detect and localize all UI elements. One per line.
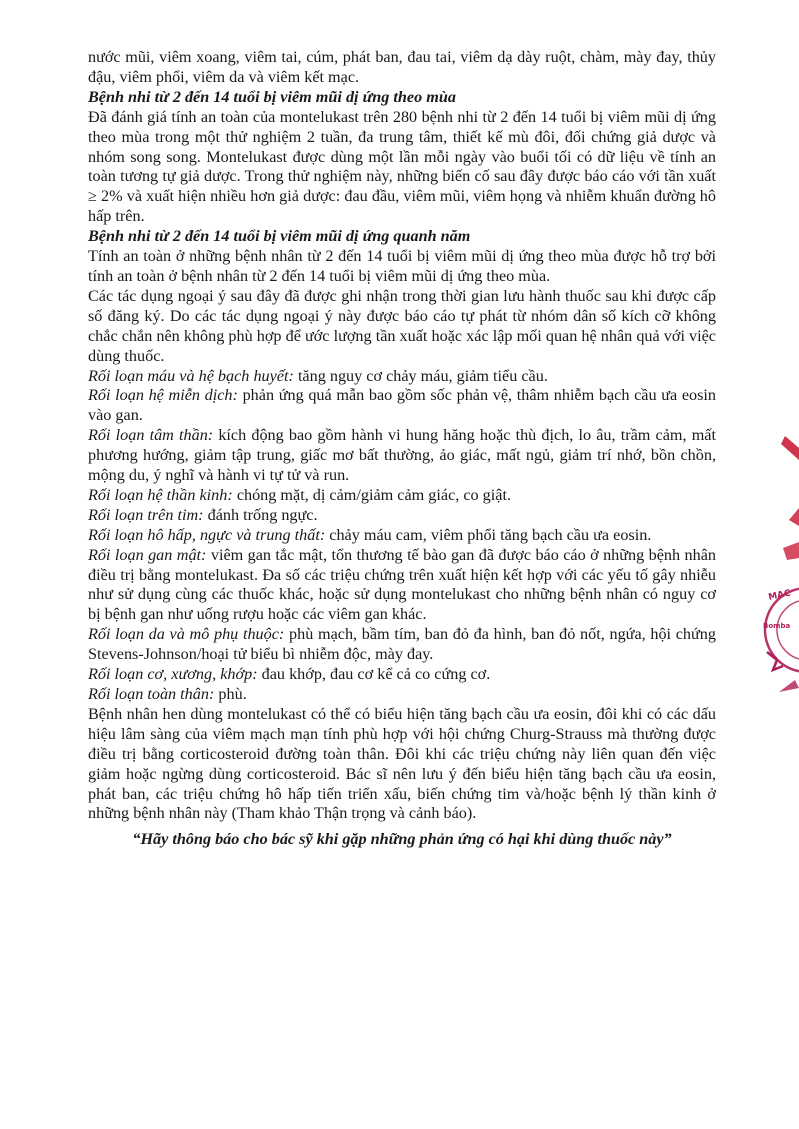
adverse-item-label: Rối loạn hệ miễn dịch: (88, 386, 238, 405)
adverse-item (88, 506, 716, 526)
adverse-item-label: Rối loạn trên tim: (88, 505, 204, 524)
reporting-notice: “Hãy thông báo cho bác sỹ khi gặp những phản ứng có hại khi dùng thuốc này” (132, 830, 672, 849)
adverse-item-text: đánh trống ngực. (203, 505, 318, 524)
adverse-item-text: phù mạch, bầm tím, ban đỏ đa hình, ban đỏ nốt, ngứa, hội chứng Stevens-Johnson/hoại tử biểu bì nhiễm độc, mày đay. (88, 625, 716, 664)
adverse-item-text: phù. (214, 685, 247, 703)
adverse-item (88, 367, 716, 387)
adverse-item (88, 665, 716, 685)
adverse-item-label: Rối loạn máu và hệ bạch huyết: (88, 366, 294, 385)
paragraph-eosinophilia: Bệnh nhân hen dùng montelukast có thể có biểu hiện tăng bạch cầu ưa eosin, đôi khi có các dấu hiệu lâm sàng của viêm mạch mạn tính phù hợp với hội chứng Churg-Strauss mà thường được điều trị bằng corticosteroid đường toàn thân. Đôi khi các triệu chứng này liên quan đến việc giảm hoặc ngừng dùng corticosteroid. Bác sĩ nên lưu ý đến biểu hiện tăng bạch cầu ưa eosin, phát ban, các triệu chứng hô hấp tiến triển xấu, biến chứng tim và/hoặc bệnh lý thần kinh ở những bệnh nhân này (Tham khảo Thận trọng và cảnh báo). (88, 704, 716, 823)
adverse-item-text: chóng mặt, dị cảm/giảm cảm giác, co giật. (232, 485, 512, 504)
stamp-seal-icon (759, 430, 799, 710)
paragraph-perennial: Tính an toàn ở những bệnh nhân từ 2 đến 14 tuổi bị viêm mũi dị ứng theo mùa được hỗ trợ bởi tính an toàn ở bệnh nhân từ 2 đến 14 tuổi bị viêm mũi dị ứng theo mùa. (88, 247, 716, 285)
section-heading-seasonal: Bệnh nhi từ 2 đến 14 tuổi bị viêm mũi dị ứng theo mùa (88, 87, 456, 106)
section-heading-perennial: Bệnh nhi từ 2 đến 14 tuổi bị viêm mũi dị ứng quanh năm (88, 227, 471, 246)
company-stamp (759, 430, 799, 710)
adverse-item-text: đau khớp, đau cơ kể cả co cứng cơ. (257, 665, 491, 684)
adverse-item (88, 486, 716, 506)
adverse-item-text: tăng nguy cơ chảy máu, giảm tiểu cầu. (293, 366, 548, 385)
adverse-item (88, 546, 716, 626)
adverse-item-text: phản ứng quá mẫn bao gồm sốc phản vệ, thâm nhiễm bạch cầu ưa eosin vào gan. (88, 386, 717, 425)
paragraph-postmarketing: Các tác dụng ngoại ý sau đây đã được ghi nhận trong thời gian lưu hành thuốc sau khi được cấp số đăng ký. Do các tác dụng ngoại ý này được báo cáo tự phát từ nhóm dân số kích cỡ không chắc chắn nên không phù hợp để ước lượng tần xuất hoặc xác lập mối quan hệ nhân quả với việc dùng thuốc. (88, 286, 716, 365)
adverse-item-label: Rối loạn gan mật: (88, 545, 207, 564)
adverse-item-label: Rối loạn toàn thân: (88, 685, 215, 703)
adverse-item-text: viêm gan tắc mật, tổn thương tế bào gan đã được báo cáo ở những bệnh nhân điều trị bằng montelukast. Đa số các triệu chứng trên xuất hiện kết hợp với các yếu tố gây nhiễu như sử dụng cùng các thuốc khác, hoặc sử dụng montelukast cho những bệnh nhân có nguy cơ bị bệnh gan như uống rượu hoặc các viêm gan khác. (88, 545, 716, 624)
adverse-item-label: Rối loạn tâm thần: (88, 426, 214, 445)
document-page (88, 48, 716, 850)
adverse-item (88, 386, 716, 426)
adverse-item (88, 685, 716, 705)
paragraph-continued: nước mũi, viêm xoang, viêm tai, cúm, phát ban, đau tai, viêm dạ dày ruột, chàm, mày đay, thủy đậu, viêm phổi, viêm da và viêm kết mạc. (88, 48, 716, 86)
paragraph-seasonal: Đã đánh giá tính an toàn của montelukast trên 280 bệnh nhi từ 2 đến 14 tuổi bị viêm mũi dị ứng theo mùa trong một thử nghiệm 2 tuần, đa trung tâm, thiết kế mù đôi, đối chứng giả dược và nhóm song song. Montelukast được dùng một lần mỗi ngày vào buổi tối có dữ liệu về tính an toàn tương tự giả dược. Trong thử nghiệm này, những biến cố sau đây được báo cáo với tần xuất ≥ 2% và xuất hiện nhiều hơn giả dược: đau đầu, viêm mũi, viêm họng và nhiễm khuẩn đường hô hấp trên. (88, 107, 716, 226)
adverse-item-label: Rối loạn da và mô phụ thuộc: (88, 625, 285, 644)
adverse-item-text: chảy máu cam, viêm phổi tăng bạch cầu ưa eosin. (325, 525, 652, 544)
adverse-item (88, 426, 716, 486)
adverse-item-text: kích động bao gồm hành vi hung hăng hoặc thù địch, lo âu, trầm cảm, mất phương hướng, giảm tập trung, giấc mơ bất thường, ảo giác, mất ngủ, giảm trí nhớ, bồn chồn, mộng du, ý nghĩ và hành vi tự tử và run. (88, 426, 716, 485)
adverse-item-label: Rối loạn cơ, xương, khớp: (88, 665, 258, 684)
stamp-text-fragment: MAC (767, 588, 792, 603)
adverse-item-label: Rối loạn hệ thần kinh: (88, 485, 233, 504)
stamp-text-fragment: Bomba (763, 622, 791, 630)
adverse-item (88, 625, 716, 665)
adverse-item (88, 526, 716, 546)
adverse-item-label: Rối loạn hô hấp, ngực và trung thất: (88, 525, 326, 544)
